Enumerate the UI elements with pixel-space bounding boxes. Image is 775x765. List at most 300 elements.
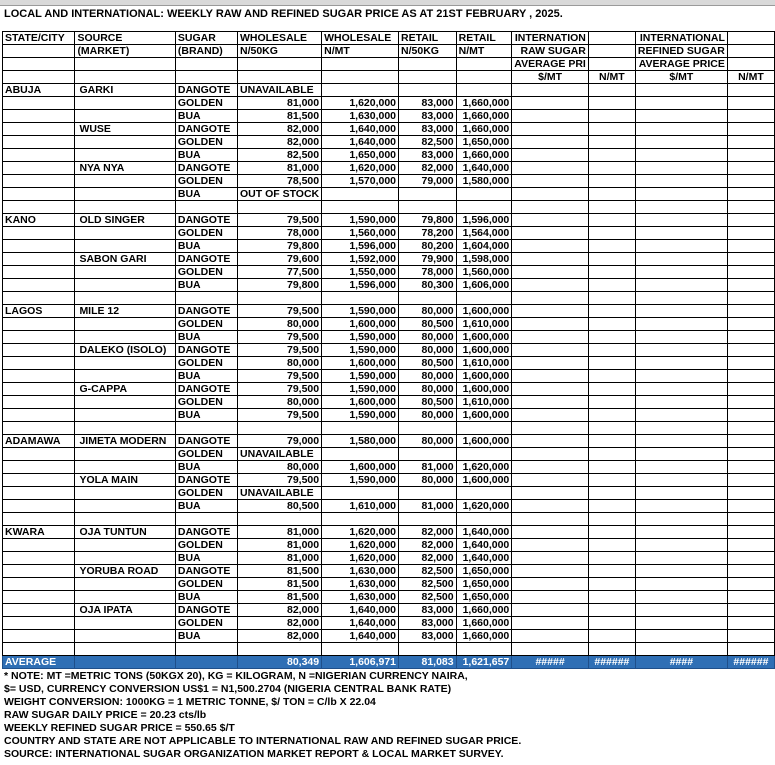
header-cell[interactable]: INTERNATIONAL xyxy=(635,32,727,45)
table-cell[interactable] xyxy=(512,253,589,266)
table-cell[interactable]: 83,000 xyxy=(399,110,457,123)
table-cell[interactable] xyxy=(399,422,457,435)
table-cell[interactable]: BUA xyxy=(175,110,237,123)
table-cell[interactable] xyxy=(588,448,635,461)
table-cell[interactable]: GOLDEN xyxy=(175,227,237,240)
table-cell[interactable]: 82,500 xyxy=(237,149,321,162)
table-cell[interactable] xyxy=(3,409,75,422)
table-cell[interactable]: 1,590,000 xyxy=(322,214,399,227)
table-cell[interactable] xyxy=(727,175,774,188)
header-cell[interactable]: AVERAGE PRI xyxy=(512,58,589,71)
table-cell[interactable] xyxy=(727,214,774,227)
table-cell[interactable]: 81,000 xyxy=(399,500,457,513)
table-cell[interactable] xyxy=(588,422,635,435)
table-cell[interactable] xyxy=(399,448,457,461)
table-cell[interactable]: 80,000 xyxy=(237,357,321,370)
table-cell[interactable] xyxy=(635,97,727,110)
table-cell[interactable]: 80,000 xyxy=(399,474,457,487)
header-cell[interactable] xyxy=(3,71,75,84)
header-cell[interactable] xyxy=(322,71,399,84)
table-cell[interactable] xyxy=(3,344,75,357)
table-cell[interactable]: 1,580,000 xyxy=(322,435,399,448)
table-cell[interactable] xyxy=(635,84,727,97)
table-cell[interactable]: BUA xyxy=(175,188,237,201)
table-cell[interactable] xyxy=(512,526,589,539)
table-cell[interactable]: 1,564,000 xyxy=(456,227,512,240)
table-cell[interactable]: 1,620,000 xyxy=(322,526,399,539)
table-cell[interactable] xyxy=(512,552,589,565)
table-cell[interactable] xyxy=(635,136,727,149)
table-cell[interactable]: DANGOTE xyxy=(175,474,237,487)
table-cell[interactable]: DANGOTE xyxy=(175,214,237,227)
table-cell[interactable]: UNAVAILABLE xyxy=(237,487,321,500)
table-cell[interactable]: 80,000 xyxy=(399,344,457,357)
table-cell[interactable]: 1,598,000 xyxy=(456,253,512,266)
table-cell[interactable] xyxy=(727,162,774,175)
table-cell[interactable] xyxy=(727,370,774,383)
table-cell[interactable] xyxy=(727,357,774,370)
table-cell[interactable] xyxy=(727,123,774,136)
table-cell[interactable] xyxy=(727,461,774,474)
table-cell[interactable] xyxy=(456,84,512,97)
table-cell[interactable] xyxy=(3,357,75,370)
table-cell[interactable]: 1,596,000 xyxy=(322,279,399,292)
table-cell[interactable] xyxy=(75,396,175,409)
table-cell[interactable]: JIMETA MODERN xyxy=(75,435,175,448)
table-cell[interactable]: 78,000 xyxy=(399,266,457,279)
table-cell[interactable]: G-CAPPA xyxy=(75,383,175,396)
table-cell[interactable]: 1,590,000 xyxy=(322,383,399,396)
table-cell[interactable]: 80,500 xyxy=(237,500,321,513)
table-cell[interactable] xyxy=(3,266,75,279)
table-cell[interactable]: 82,500 xyxy=(399,591,457,604)
table-cell[interactable] xyxy=(512,240,589,253)
table-cell[interactable]: 77,500 xyxy=(237,266,321,279)
table-cell[interactable]: 79,800 xyxy=(399,214,457,227)
table-cell[interactable] xyxy=(588,188,635,201)
table-cell[interactable]: 78,200 xyxy=(399,227,457,240)
table-cell[interactable] xyxy=(456,513,512,526)
table-cell[interactable] xyxy=(3,578,75,591)
table-cell[interactable] xyxy=(512,175,589,188)
table-cell[interactable] xyxy=(512,357,589,370)
table-cell[interactable] xyxy=(75,409,175,422)
table-cell[interactable]: BUA xyxy=(175,279,237,292)
table-cell[interactable] xyxy=(512,383,589,396)
table-cell[interactable] xyxy=(512,461,589,474)
table-cell[interactable]: 80,000 xyxy=(399,305,457,318)
table-cell[interactable] xyxy=(3,370,75,383)
table-cell[interactable]: 1,600,000 xyxy=(322,318,399,331)
table-cell[interactable]: 79,500 xyxy=(237,383,321,396)
table-cell[interactable]: BUA xyxy=(175,630,237,643)
table-cell[interactable]: 82,000 xyxy=(237,630,321,643)
table-cell[interactable] xyxy=(3,539,75,552)
table-cell[interactable] xyxy=(322,201,399,214)
table-cell[interactable] xyxy=(635,396,727,409)
header-cell[interactable] xyxy=(322,58,399,71)
table-cell[interactable]: GOLDEN xyxy=(175,396,237,409)
table-cell[interactable]: 1,600,000 xyxy=(456,409,512,422)
table-cell[interactable] xyxy=(635,292,727,305)
table-cell[interactable] xyxy=(588,552,635,565)
table-cell[interactable] xyxy=(512,123,589,136)
table-cell[interactable]: MILE 12 xyxy=(75,305,175,318)
table-cell[interactable] xyxy=(635,201,727,214)
table-cell[interactable]: 1,660,000 xyxy=(456,110,512,123)
table-cell[interactable] xyxy=(727,435,774,448)
table-cell[interactable]: 80,000 xyxy=(399,435,457,448)
table-cell[interactable]: 1,560,000 xyxy=(322,227,399,240)
table-cell[interactable] xyxy=(727,318,774,331)
table-cell[interactable] xyxy=(588,604,635,617)
table-cell[interactable] xyxy=(512,110,589,123)
table-cell[interactable]: 1,660,000 xyxy=(456,149,512,162)
header-cell[interactable] xyxy=(456,58,512,71)
header-cell[interactable] xyxy=(456,71,512,84)
table-cell[interactable] xyxy=(75,188,175,201)
average-cell[interactable]: 1,621,657 xyxy=(456,656,512,669)
table-cell[interactable]: GOLDEN xyxy=(175,487,237,500)
table-cell[interactable]: WUSE xyxy=(75,123,175,136)
table-cell[interactable]: 79,500 xyxy=(237,331,321,344)
table-cell[interactable]: 1,630,000 xyxy=(322,110,399,123)
table-cell[interactable] xyxy=(727,110,774,123)
table-cell[interactable]: NYA NYA xyxy=(75,162,175,175)
table-cell[interactable] xyxy=(175,643,237,656)
table-cell[interactable] xyxy=(3,500,75,513)
table-cell[interactable]: GOLDEN xyxy=(175,357,237,370)
table-cell[interactable]: 1,592,000 xyxy=(322,253,399,266)
table-cell[interactable] xyxy=(727,604,774,617)
table-cell[interactable] xyxy=(399,487,457,500)
table-cell[interactable]: DALEKO (ISOLO) xyxy=(75,344,175,357)
table-cell[interactable] xyxy=(3,591,75,604)
table-cell[interactable] xyxy=(588,565,635,578)
table-cell[interactable]: 1,640,000 xyxy=(322,136,399,149)
table-cell[interactable] xyxy=(635,578,727,591)
average-cell[interactable]: ###### xyxy=(588,656,635,669)
header-cell[interactable] xyxy=(727,58,774,71)
table-cell[interactable] xyxy=(237,292,321,305)
table-cell[interactable] xyxy=(512,84,589,97)
table-cell[interactable] xyxy=(727,643,774,656)
table-cell[interactable]: 1,590,000 xyxy=(322,370,399,383)
table-cell[interactable]: DANGOTE xyxy=(175,344,237,357)
table-cell[interactable] xyxy=(512,266,589,279)
table-cell[interactable] xyxy=(75,487,175,500)
table-cell[interactable] xyxy=(588,396,635,409)
table-cell[interactable]: BUA xyxy=(175,149,237,162)
table-cell[interactable] xyxy=(237,643,321,656)
table-cell[interactable]: 78,000 xyxy=(237,227,321,240)
table-cell[interactable] xyxy=(75,513,175,526)
table-cell[interactable] xyxy=(399,188,457,201)
header-cell[interactable]: INTERNATION xyxy=(512,32,589,45)
header-cell[interactable] xyxy=(588,45,635,58)
table-cell[interactable] xyxy=(727,136,774,149)
table-cell[interactable] xyxy=(456,448,512,461)
table-cell[interactable] xyxy=(322,422,399,435)
table-cell[interactable] xyxy=(727,474,774,487)
table-cell[interactable]: 80,000 xyxy=(399,370,457,383)
table-cell[interactable]: 83,000 xyxy=(399,149,457,162)
table-cell[interactable]: GOLDEN xyxy=(175,578,237,591)
table-cell[interactable] xyxy=(588,526,635,539)
table-cell[interactable]: 79,500 xyxy=(237,474,321,487)
table-cell[interactable] xyxy=(512,591,589,604)
table-cell[interactable]: 81,000 xyxy=(399,461,457,474)
table-cell[interactable] xyxy=(3,604,75,617)
table-cell[interactable]: ADAMAWA xyxy=(3,435,75,448)
table-cell[interactable]: 1,650,000 xyxy=(456,565,512,578)
header-cell[interactable] xyxy=(237,71,321,84)
header-cell[interactable]: (BRAND) xyxy=(175,45,237,58)
header-cell[interactable]: WHOLESALE xyxy=(237,32,321,45)
table-cell[interactable] xyxy=(75,136,175,149)
table-cell[interactable] xyxy=(588,279,635,292)
table-cell[interactable]: 1,660,000 xyxy=(456,97,512,110)
header-cell[interactable] xyxy=(399,71,457,84)
table-cell[interactable] xyxy=(3,136,75,149)
table-cell[interactable] xyxy=(3,279,75,292)
table-cell[interactable]: 83,000 xyxy=(399,604,457,617)
table-cell[interactable] xyxy=(727,188,774,201)
table-cell[interactable] xyxy=(512,279,589,292)
table-cell[interactable] xyxy=(456,422,512,435)
table-cell[interactable]: 1,640,000 xyxy=(322,123,399,136)
table-cell[interactable]: BUA xyxy=(175,409,237,422)
table-cell[interactable]: 1,650,000 xyxy=(456,591,512,604)
table-cell[interactable] xyxy=(588,201,635,214)
table-cell[interactable] xyxy=(635,240,727,253)
table-cell[interactable] xyxy=(635,331,727,344)
table-cell[interactable] xyxy=(727,552,774,565)
table-cell[interactable]: 81,000 xyxy=(237,162,321,175)
table-cell[interactable]: 82,000 xyxy=(399,526,457,539)
header-cell[interactable]: SOURCE xyxy=(75,32,175,45)
table-cell[interactable] xyxy=(635,500,727,513)
header-cell[interactable]: RAW SUGAR xyxy=(512,45,589,58)
table-cell[interactable] xyxy=(75,539,175,552)
table-cell[interactable] xyxy=(3,513,75,526)
table-cell[interactable]: YOLA MAIN xyxy=(75,474,175,487)
header-cell[interactable] xyxy=(3,58,75,71)
header-cell[interactable]: N/MT xyxy=(727,71,774,84)
average-cell[interactable]: AVERAGE xyxy=(3,656,75,669)
table-cell[interactable]: 1,640,000 xyxy=(456,539,512,552)
average-cell[interactable] xyxy=(75,656,175,669)
table-cell[interactable] xyxy=(3,331,75,344)
table-cell[interactable] xyxy=(635,448,727,461)
table-cell[interactable] xyxy=(635,539,727,552)
table-cell[interactable]: 81,000 xyxy=(237,526,321,539)
table-cell[interactable]: YORUBA ROAD xyxy=(75,565,175,578)
table-cell[interactable] xyxy=(399,84,457,97)
table-cell[interactable] xyxy=(635,162,727,175)
table-cell[interactable]: 80,500 xyxy=(399,396,457,409)
header-cell[interactable] xyxy=(75,71,175,84)
table-cell[interactable] xyxy=(3,630,75,643)
table-cell[interactable]: 83,000 xyxy=(399,617,457,630)
table-cell[interactable]: 1,620,000 xyxy=(456,500,512,513)
table-cell[interactable] xyxy=(727,253,774,266)
table-cell[interactable]: GOLDEN xyxy=(175,136,237,149)
table-cell[interactable] xyxy=(727,292,774,305)
header-cell[interactable] xyxy=(237,58,321,71)
table-cell[interactable] xyxy=(635,526,727,539)
table-cell[interactable] xyxy=(512,617,589,630)
table-cell[interactable] xyxy=(3,162,75,175)
header-cell[interactable] xyxy=(3,45,75,58)
table-cell[interactable] xyxy=(588,149,635,162)
table-cell[interactable] xyxy=(588,643,635,656)
table-cell[interactable]: 1,596,000 xyxy=(322,240,399,253)
table-cell[interactable]: 1,600,000 xyxy=(456,383,512,396)
table-cell[interactable]: 1,650,000 xyxy=(456,578,512,591)
table-cell[interactable] xyxy=(635,487,727,500)
header-cell[interactable] xyxy=(399,58,457,71)
table-cell[interactable] xyxy=(322,513,399,526)
table-cell[interactable] xyxy=(3,227,75,240)
table-cell[interactable]: 81,500 xyxy=(237,578,321,591)
table-cell[interactable]: 83,000 xyxy=(399,630,457,643)
table-cell[interactable] xyxy=(635,110,727,123)
table-cell[interactable]: 79,800 xyxy=(237,279,321,292)
table-cell[interactable] xyxy=(512,318,589,331)
table-cell[interactable]: KANO xyxy=(3,214,75,227)
table-cell[interactable]: BUA xyxy=(175,552,237,565)
table-cell[interactable] xyxy=(588,435,635,448)
table-cell[interactable] xyxy=(635,409,727,422)
table-cell[interactable]: 79,600 xyxy=(237,253,321,266)
table-cell[interactable] xyxy=(588,409,635,422)
table-cell[interactable]: 1,640,000 xyxy=(456,162,512,175)
table-cell[interactable]: 80,000 xyxy=(399,331,457,344)
table-cell[interactable] xyxy=(399,201,457,214)
table-cell[interactable] xyxy=(512,474,589,487)
table-cell[interactable] xyxy=(175,513,237,526)
table-cell[interactable]: BUA xyxy=(175,461,237,474)
table-cell[interactable]: SABON GARI xyxy=(75,253,175,266)
table-cell[interactable]: 1,604,000 xyxy=(456,240,512,253)
table-cell[interactable] xyxy=(727,487,774,500)
header-cell[interactable] xyxy=(75,58,175,71)
table-cell[interactable] xyxy=(3,110,75,123)
table-cell[interactable]: 1,660,000 xyxy=(456,630,512,643)
table-cell[interactable] xyxy=(588,266,635,279)
table-cell[interactable]: 1,560,000 xyxy=(456,266,512,279)
table-cell[interactable]: 1,660,000 xyxy=(456,123,512,136)
table-cell[interactable] xyxy=(727,591,774,604)
table-cell[interactable]: 83,000 xyxy=(399,123,457,136)
table-cell[interactable]: 1,630,000 xyxy=(322,565,399,578)
header-cell[interactable] xyxy=(175,58,237,71)
table-cell[interactable]: 80,000 xyxy=(237,396,321,409)
table-cell[interactable]: 80,200 xyxy=(399,240,457,253)
table-cell[interactable] xyxy=(588,578,635,591)
table-cell[interactable] xyxy=(456,201,512,214)
table-cell[interactable] xyxy=(727,149,774,162)
table-cell[interactable]: 79,500 xyxy=(237,370,321,383)
average-cell[interactable]: 81,083 xyxy=(399,656,457,669)
table-cell[interactable] xyxy=(727,526,774,539)
table-cell[interactable] xyxy=(512,604,589,617)
header-cell[interactable] xyxy=(727,32,774,45)
table-cell[interactable] xyxy=(3,175,75,188)
table-cell[interactable] xyxy=(727,305,774,318)
table-cell[interactable]: 79,500 xyxy=(237,305,321,318)
header-cell[interactable]: REFINED SUGAR xyxy=(635,45,727,58)
table-cell[interactable] xyxy=(588,227,635,240)
table-cell[interactable] xyxy=(727,84,774,97)
table-cell[interactable] xyxy=(3,617,75,630)
table-cell[interactable] xyxy=(175,292,237,305)
table-cell[interactable]: 82,000 xyxy=(399,539,457,552)
table-cell[interactable] xyxy=(727,201,774,214)
table-cell[interactable]: 1,590,000 xyxy=(322,474,399,487)
table-cell[interactable]: 1,596,000 xyxy=(456,214,512,227)
table-cell[interactable] xyxy=(3,461,75,474)
table-cell[interactable]: 80,000 xyxy=(237,461,321,474)
table-cell[interactable] xyxy=(727,422,774,435)
table-cell[interactable]: 1,600,000 xyxy=(322,461,399,474)
table-cell[interactable]: 81,000 xyxy=(237,552,321,565)
table-cell[interactable] xyxy=(588,162,635,175)
table-cell[interactable]: 1,610,000 xyxy=(322,500,399,513)
table-cell[interactable] xyxy=(3,487,75,500)
table-cell[interactable]: 1,550,000 xyxy=(322,266,399,279)
table-cell[interactable]: 1,640,000 xyxy=(322,617,399,630)
table-cell[interactable]: OUT OF STOCK xyxy=(237,188,321,201)
table-cell[interactable] xyxy=(512,292,589,305)
table-cell[interactable]: DANGOTE xyxy=(175,84,237,97)
table-cell[interactable]: 1,590,000 xyxy=(322,305,399,318)
table-cell[interactable] xyxy=(588,331,635,344)
table-cell[interactable] xyxy=(237,422,321,435)
table-cell[interactable]: GOLDEN xyxy=(175,539,237,552)
table-cell[interactable] xyxy=(512,565,589,578)
table-cell[interactable]: 80,500 xyxy=(399,357,457,370)
table-cell[interactable] xyxy=(512,370,589,383)
table-cell[interactable]: GOLDEN xyxy=(175,617,237,630)
table-cell[interactable]: 79,000 xyxy=(237,435,321,448)
table-cell[interactable]: 82,000 xyxy=(399,552,457,565)
table-cell[interactable] xyxy=(635,383,727,396)
table-cell[interactable]: UNAVAILABLE xyxy=(237,84,321,97)
table-cell[interactable] xyxy=(322,643,399,656)
table-cell[interactable] xyxy=(635,188,727,201)
table-cell[interactable]: 1,610,000 xyxy=(456,318,512,331)
table-cell[interactable]: 82,500 xyxy=(399,578,457,591)
table-cell[interactable] xyxy=(727,539,774,552)
table-cell[interactable] xyxy=(727,266,774,279)
table-cell[interactable] xyxy=(512,331,589,344)
table-cell[interactable] xyxy=(588,591,635,604)
table-cell[interactable] xyxy=(75,110,175,123)
table-cell[interactable] xyxy=(588,513,635,526)
table-cell[interactable]: BUA xyxy=(175,370,237,383)
table-cell[interactable] xyxy=(727,617,774,630)
table-cell[interactable] xyxy=(635,214,727,227)
table-cell[interactable] xyxy=(75,266,175,279)
header-cell[interactable]: AVERAGE PRICE xyxy=(635,58,727,71)
table-cell[interactable]: GOLDEN xyxy=(175,448,237,461)
table-cell[interactable] xyxy=(456,188,512,201)
table-cell[interactable]: ABUJA xyxy=(3,84,75,97)
header-cell[interactable]: N/MT xyxy=(588,71,635,84)
table-cell[interactable] xyxy=(635,370,727,383)
